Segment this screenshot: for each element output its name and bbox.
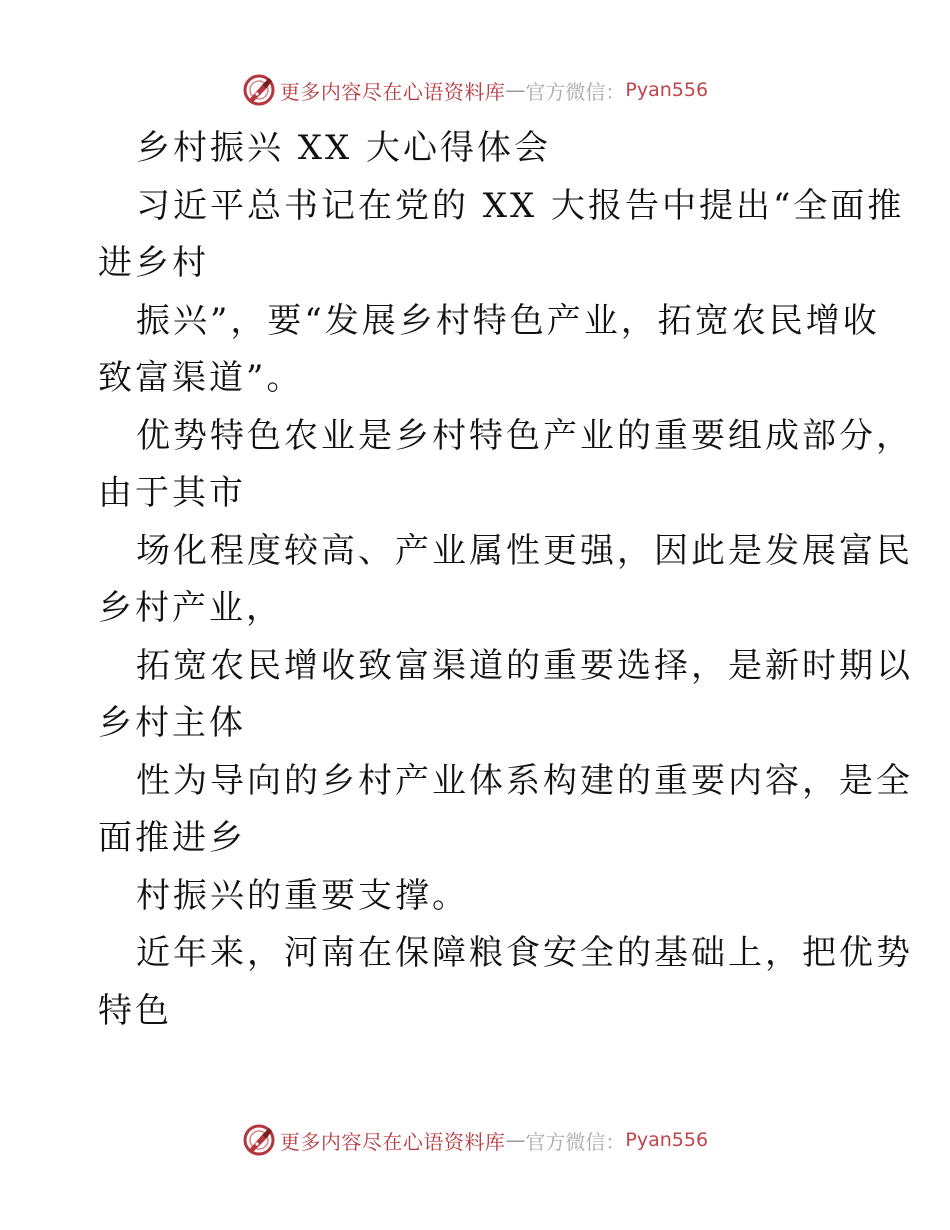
- footer-brand-text: 更多内容尽在心语资料库: [279, 1129, 506, 1154]
- paragraph-line: 近年来，河南在保障粮食安全的基础上，把优势: [136, 933, 913, 973]
- paragraph-line: 习近平总书记在党的 XX 大报告中提出“全面推: [136, 185, 905, 226]
- header-brand-text: 更多内容尽在心语资料库: [279, 79, 506, 104]
- paragraph-line: 乡村主体: [98, 703, 246, 743]
- paragraph-line: 面推进乡: [98, 818, 246, 858]
- pen-nib-logo-icon: [242, 73, 276, 107]
- paragraph-line: 乡村产业，: [98, 588, 283, 628]
- footer-dash: —: [505, 1128, 526, 1152]
- paragraph-line: 性为导向的乡村产业体系构建的重要内容，是全: [136, 760, 913, 801]
- header-account-id: Pyan556: [625, 79, 709, 101]
- paragraph-line: 优势特色农业是乡村特色产业的重要组成部分，: [136, 415, 913, 456]
- document-title: 乡村振兴 XX 大心得体会: [136, 128, 552, 168]
- footer-banner: [0, 1120, 950, 1160]
- pen-nib-logo-icon: [242, 1123, 276, 1157]
- paragraph-line: 拓宽农民增收致富渠道的重要选择，是新时期以: [136, 645, 913, 686]
- footer-official-label: 官方微信：: [525, 1129, 626, 1154]
- paragraph-line: 振兴”，要“发展乡村特色产业，拓宽农民增收: [136, 300, 880, 341]
- header-dash: —: [505, 78, 526, 102]
- paragraph-line: 场化程度较高、产业属性更强，因此是发展富民: [136, 530, 913, 571]
- paragraph-line: 特色: [98, 990, 172, 1031]
- paragraph-line: 进乡村: [98, 243, 209, 283]
- paragraph-line: 致富渠道”。: [98, 358, 304, 398]
- header-banner: [0, 70, 950, 110]
- paragraph-line: 村振兴的重要支撑。: [136, 875, 469, 916]
- footer-account-id: Pyan556: [625, 1129, 709, 1151]
- paragraph-line: 由于其市: [98, 473, 246, 513]
- document-body: [98, 120, 913, 1040]
- header-official-label: 官方微信：: [525, 79, 626, 104]
